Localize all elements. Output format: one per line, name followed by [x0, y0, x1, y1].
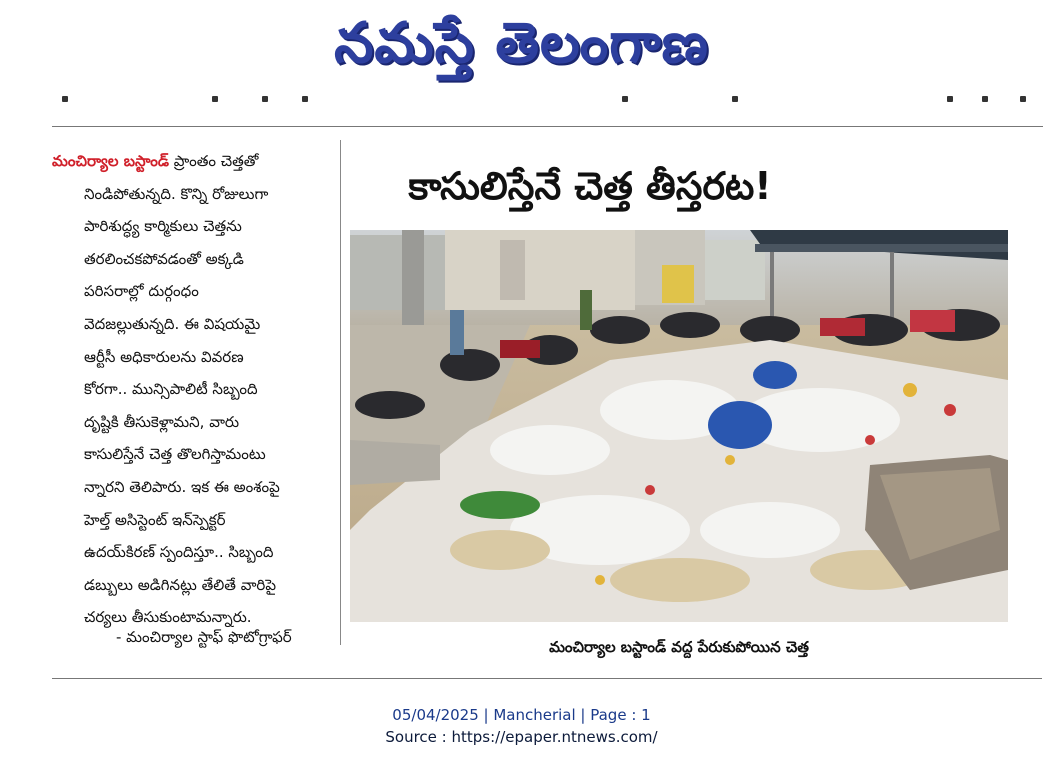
article-line: న్నారని తెలిపారు. ఇక ఈ అంశంపై: [84, 477, 280, 496]
article-line: నిండిపోతున్నది. కొన్ని రోజులుగా: [84, 184, 269, 203]
newspaper-masthead: నమస్తే తెలంగాణ: [334, 10, 709, 76]
article-line: కాసులిస్తేనే చెత్త తొలగిస్తామంటు: [84, 445, 266, 464]
article-body: [52, 145, 330, 634]
article-line: వెదజల్లుతున్నది. ఈ విషయమై: [84, 314, 261, 333]
edition-info: 05/04/2025 | Mancherial | Page : 1: [392, 706, 651, 724]
photo-credit: - మంచిర్యాల స్టాఫ్ ఫొటోగ్రాఫర్: [116, 628, 292, 646]
headline: కాసులిస్తేనే చెత్త తీస్తరట!: [408, 164, 772, 208]
article-line: హెల్త్ అసిస్టెంట్ ఇన్‌స్పెక్టర్: [84, 510, 226, 529]
article-line: ఆర్టీసీ అధికారులను వివరణ: [84, 347, 244, 366]
column-divider: [340, 140, 341, 645]
top-divider: [52, 126, 1043, 127]
article-line: చర్యలు తీసుకుంటామన్నారు.: [84, 608, 252, 627]
footer: [0, 704, 1043, 748]
source-info: Source : https://epaper.ntnews.com/: [385, 728, 658, 746]
article-line: దృష్టికి తీసుకెళ్లామని, వారు: [84, 412, 240, 431]
article-line: మంచిర్యాల బస్టాండ్ ప్రాంతం చెత్తతో: [52, 152, 259, 170]
photo-caption: మంచిర్యాల బస్టాండ్ వద్ద పేరుకుపోయిన చెత్త: [549, 638, 809, 656]
article-line: డబ్బులు అడిగినట్లు తేలితే వారిపై: [84, 575, 276, 594]
article-line: కోరగా.. మున్సిపాలిటీ సిబ్బంది: [84, 380, 258, 399]
article-line: తరలించకపోవడంతో అక్కడి: [84, 249, 244, 268]
garbage-scene-photo: [350, 230, 1008, 622]
article-line: పారిశుద్ధ్య కార్మికులు చెత్తను: [84, 217, 242, 236]
cut-off-text-strip: [52, 96, 1043, 108]
article-line: ఉదయ్‌కిరణ్ స్పందిస్తూ.. సిబ్బంది: [84, 543, 274, 562]
news-photo: [350, 230, 1008, 622]
article-line: పరిసరాల్లో దుర్గంధం: [84, 282, 199, 301]
bottom-divider: [52, 678, 1042, 679]
article-lead: మంచిర్యాల బస్టాండ్: [52, 152, 170, 170]
